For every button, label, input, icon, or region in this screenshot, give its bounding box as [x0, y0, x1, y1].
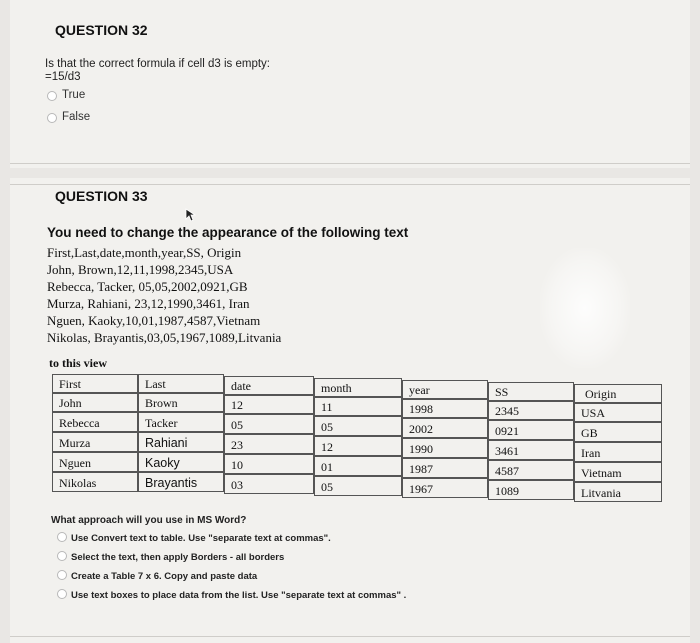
table-cell: 2002: [402, 418, 488, 438]
table-cell: 12: [314, 436, 402, 456]
raw-line: First,Last,date,month,year,SS, Origin: [47, 245, 242, 260]
table-cell: 10: [224, 454, 314, 474]
table-cell: year: [402, 380, 488, 399]
table-cell: 1089: [488, 480, 574, 500]
table-cell: 01: [314, 456, 402, 476]
screen-glare: [540, 248, 630, 368]
table-cell: 2345: [488, 401, 574, 420]
table-cell: Tacker: [138, 412, 224, 432]
table-cell: 11: [314, 397, 402, 416]
option-3-radio[interactable]: [57, 570, 67, 580]
question-32-panel: [10, 0, 690, 168]
option-4-label[interactable]: Use text boxes to place data from the list. Use "separate text at commas" .: [71, 590, 407, 601]
question-32-title: QUESTION 32: [55, 22, 148, 38]
table-cell: Iran: [574, 442, 662, 462]
option-1-label[interactable]: Use Convert text to table. Use "separate text at commas".: [71, 533, 331, 544]
question-32-formula: =15/d3: [45, 71, 81, 83]
table-cell: GB: [574, 422, 662, 442]
table-cell: 1990: [402, 438, 488, 458]
question-32-prompt: Is that the correct formula if cell d3 is empty:: [45, 58, 270, 70]
raw-line: John, Brown,12,11,1998,2345,USA: [47, 262, 234, 277]
table-cell: 05: [314, 416, 402, 436]
table-cell: Nguen: [52, 452, 138, 472]
question-33-title: QUESTION 33: [55, 188, 148, 204]
table-cell: month: [314, 378, 402, 397]
divider: [10, 163, 690, 164]
raw-line: Nikolas, Brayantis,03,05,1967,1089,Litvania: [47, 330, 282, 345]
table-cell: USA: [574, 403, 662, 422]
table-cell: Litvania: [574, 482, 662, 502]
table-cell: Last: [138, 374, 224, 393]
mouse-cursor-icon: [185, 208, 197, 222]
table-cell: John: [52, 393, 138, 412]
table-cell: 05: [314, 476, 402, 496]
false-radio[interactable]: [47, 113, 57, 123]
table-cell: Rebecca: [52, 412, 138, 432]
table-cell: 23: [224, 434, 314, 454]
false-label[interactable]: False: [62, 111, 91, 123]
table-cell: Vietnam: [574, 462, 662, 482]
table-cell: Kaoky: [138, 452, 224, 472]
table-cell: Brown: [138, 393, 224, 412]
table-cell: SS: [488, 382, 574, 401]
table-cell: First: [52, 374, 138, 393]
divider: [10, 636, 690, 637]
true-label[interactable]: True: [62, 89, 86, 101]
question-33-heading: You need to change the appearance of the following text: [47, 225, 409, 240]
table-cell: 3461: [488, 440, 574, 460]
table-cell: 1967: [402, 478, 488, 498]
table-cell: Nikolas: [52, 472, 138, 492]
true-radio[interactable]: [47, 91, 57, 101]
raw-line: Nguen, Kaoky,10,01,1987,4587,Vietnam: [47, 313, 261, 328]
target-table: [52, 374, 664, 506]
divider: [10, 184, 690, 185]
table-cell: Rahiani: [138, 432, 224, 452]
table-cell: Origin: [574, 384, 662, 403]
table-cell: 4587: [488, 460, 574, 480]
table-cell: 12: [224, 395, 314, 414]
option-2-radio[interactable]: [57, 551, 67, 561]
table-cell: 0921: [488, 420, 574, 440]
question-33-prompt: What approach will you use in MS Word?: [51, 515, 247, 526]
option-1-radio[interactable]: [57, 532, 67, 542]
table-cell: Brayantis: [138, 472, 224, 492]
table-cell: 1987: [402, 458, 488, 478]
table-cell: 1998: [402, 399, 488, 418]
option-2-label[interactable]: Select the text, then apply Borders - all borders: [71, 552, 285, 563]
table-cell: 05: [224, 414, 314, 434]
option-4-radio[interactable]: [57, 589, 67, 599]
raw-line: Rebecca, Tacker, 05,05,2002,0921,GB: [47, 279, 248, 294]
table-cell: Murza: [52, 432, 138, 452]
table-cell: 03: [224, 474, 314, 494]
question-33-panel: [10, 178, 690, 643]
raw-line: Murza, Rahiani, 23,12,1990,3461, Iran: [47, 296, 250, 311]
table-cell: date: [224, 376, 314, 395]
to-this-view-label: to this view: [49, 356, 107, 370]
raw-text-block: [47, 244, 281, 346]
option-3-label[interactable]: Create a Table 7 x 6. Copy and paste data: [71, 571, 258, 582]
